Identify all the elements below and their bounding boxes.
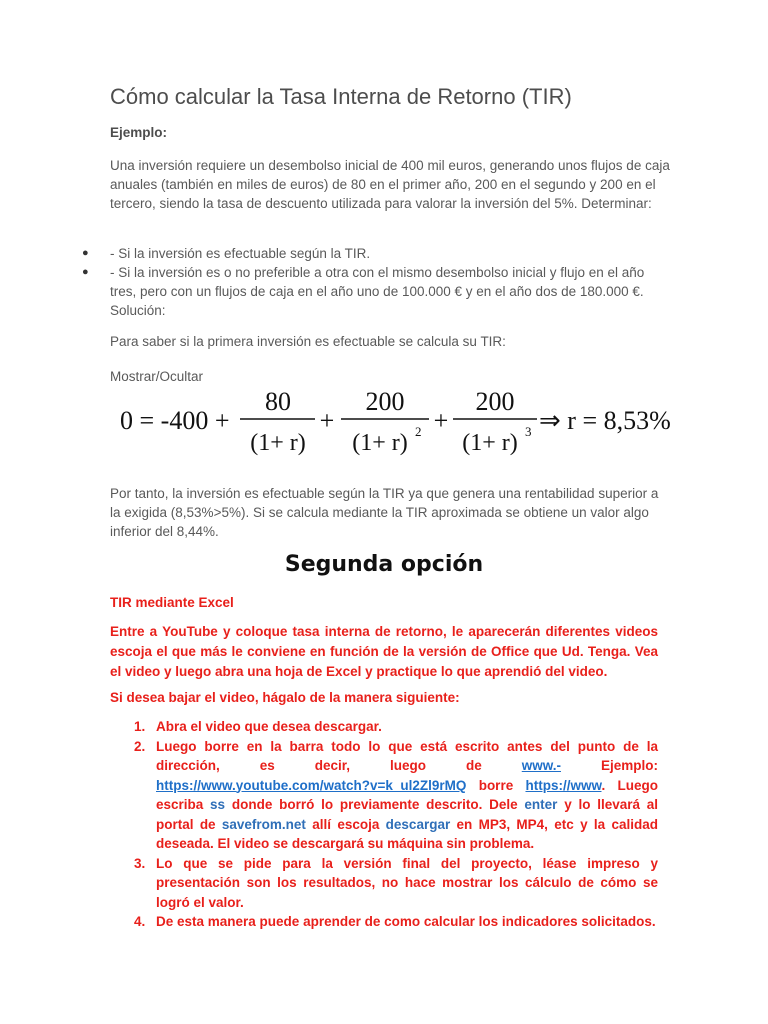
show-hide-link[interactable]: Mostrar/Ocultar	[110, 369, 204, 384]
intro-paragraph: Una inversión requiere un desembolso inicial de 400 mil euros, generando unos flujos de caja anuales (también en miles de euros) de 80 en el primer año, 200 en el segundo y 200 en el tercero, siendo la tasa de descuento utilizada para valorar la inversión del 5%. Determinar:	[110, 158, 670, 211]
example-label: Ejemplo:	[110, 125, 168, 140]
step-number: 4.	[134, 914, 146, 929]
step-text	[156, 737, 658, 854]
step-text-part: donde borró lo previamente descrito. Dele	[225, 797, 525, 812]
download-intro: Si desea bajar el video, hágalo de la manera siguiente:	[110, 690, 460, 705]
step-text-part: y lo llevará al portal de	[156, 797, 659, 832]
step-text-part: en MP3, MP4, etc y la calidad deseada. El video se descargará su máquina sin problema.	[156, 816, 658, 851]
excel-paragraph: Entre a YouTube y coloque tasa interna de retorno, le aparecerán diferentes videos escoja el que más le conviene en función de la versión de Office que Ud. Tenga. Vea el video y luego abra una hoja de Excel y practique lo que aprendió del video.	[110, 624, 658, 679]
youtube-link[interactable]: https://www.youtube.com/watch?v=k_ul2Zl9rMQ	[156, 777, 467, 793]
bullet-icon: ●	[82, 266, 89, 278]
step-number: 1.	[134, 719, 146, 734]
ss-keyword: ss	[210, 797, 226, 812]
first-investment-paragraph: Para saber si la primera inversión es efectuable se calcula su TIR:	[110, 334, 506, 349]
formula-numerator-3: 200	[475, 387, 515, 416]
conclusion-paragraph: Por tanto, la inversión es efectuable según la TIR ya que genera una rentabilidad superior a la exigida (8,53%>5%). Si se calcula mediante la TIR aproximada se obtiene un valor algo inferior del 8,44%.	[110, 486, 659, 539]
step-text-part: borre	[466, 777, 526, 793]
formula-numerator-1: 80	[265, 387, 291, 416]
formula-denominator-2: (1+ r)	[352, 430, 408, 456]
formula-lhs: 0 = -400 +	[120, 406, 230, 435]
formula-denominator-1: (1+ r)	[250, 430, 306, 456]
list-item	[82, 244, 672, 263]
www-link[interactable]: www.-	[521, 758, 561, 773]
list-item	[110, 717, 658, 737]
bullet-text: - Si la inversión es o no preferible a otra con el mismo desembolso inicial y flujo en el año tres, pero con un flujos de caja en el año uno de 100.000 € y en el año dos de 180.000 €. Solución:	[110, 265, 645, 318]
step-text-part: Ejemplo:	[561, 758, 658, 773]
formula-result: ⇒ r = 8,53%	[539, 406, 671, 435]
step-number: 2.	[134, 738, 146, 754]
irr-formula	[115, 384, 695, 464]
https-link[interactable]: https://www	[525, 777, 602, 793]
list-item	[110, 737, 658, 854]
list-item	[82, 263, 672, 320]
step-number: 3.	[134, 855, 146, 871]
formula-denominator-3: (1+ r)	[462, 430, 518, 456]
step-text-part: allí escoja	[305, 816, 386, 832]
step-text: De esta manera puede aprender de como calcular los indicadores solicitados.	[156, 914, 656, 929]
enter-keyword: enter	[524, 797, 558, 812]
formula-exponent-2: 2	[415, 424, 422, 439]
bullet-icon: ●	[82, 247, 89, 259]
formula-numerator-2: 200	[365, 387, 405, 416]
step-text: Lo que se pide para la versión final del proyecto, léase impreso y presentación son los resultados, no hace mostrar los cálculo de cómo se logró el valor.	[156, 855, 658, 910]
page-title: Cómo calcular la Tasa Interna de Retorno (TIR)	[110, 84, 572, 109]
list-item	[110, 854, 658, 913]
steps-list	[110, 717, 658, 932]
step-text-part: Luego borre en la barra todo lo que está escrito antes del punto de la dirección, es decir, luego de	[156, 738, 658, 773]
step-text: Abra el video que desea descargar.	[156, 719, 382, 734]
formula-exponent-3: 3	[525, 424, 532, 439]
descargar-keyword: descargar	[385, 816, 451, 832]
bullet-text: - Si la inversión es efectuable según la TIR.	[110, 246, 371, 261]
formula-plus: +	[433, 406, 449, 435]
list-item	[110, 912, 658, 932]
formula-plus: +	[319, 406, 335, 435]
excel-subtitle: TIR mediante Excel	[110, 595, 234, 610]
step-text-part: . Luego escriba	[156, 777, 659, 812]
savefrom-keyword: savefrom.net	[221, 816, 306, 832]
section-heading: Segunda opción	[284, 552, 484, 577]
